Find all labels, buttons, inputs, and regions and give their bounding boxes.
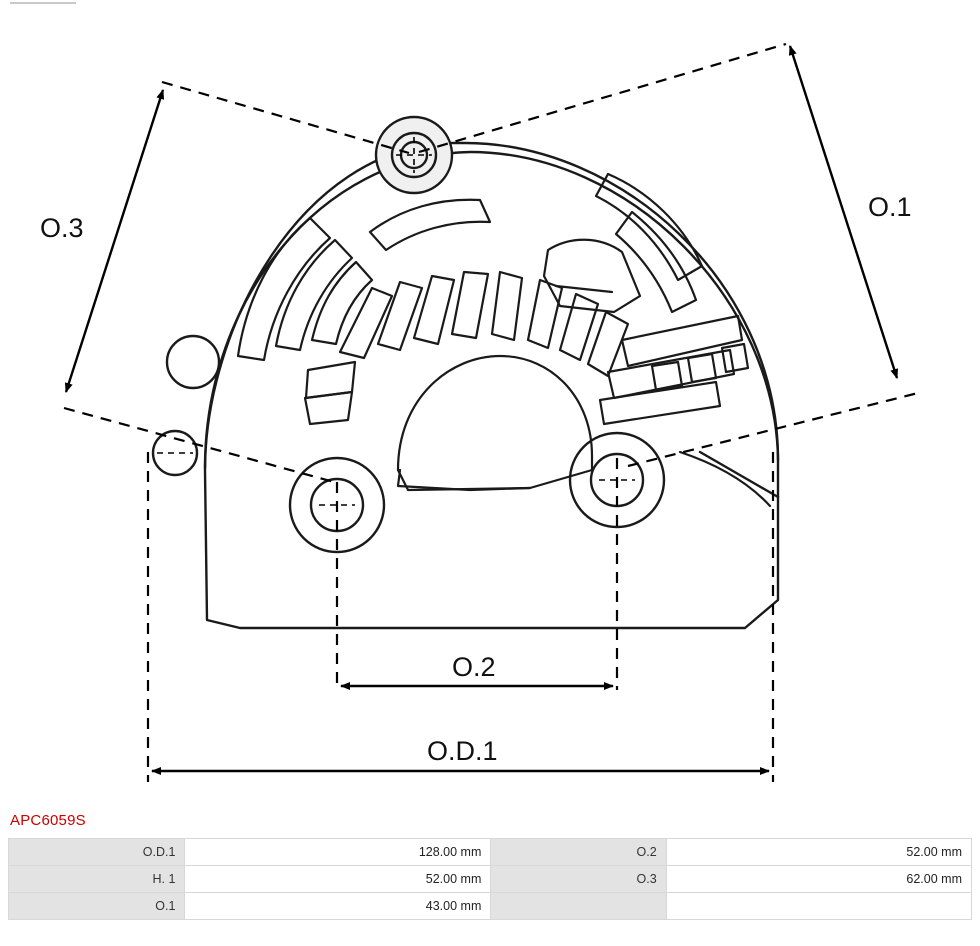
table-row [9,866,972,893]
spec-value-od1: 128.00 mm [185,839,491,866]
spec-label-od1: O.D.1 [9,839,185,866]
center-marks [157,137,635,505]
spec-label-o2: O.2 [491,839,666,866]
spec-label-o1: O.1 [9,893,185,920]
spec-value-o1: 43.00 mm [185,893,491,920]
spec-label-o3: O.3 [491,866,666,893]
table-row [9,839,972,866]
dimension-od1 [148,452,773,782]
dimension-label-o2: O.2 [452,652,496,682]
table-row [9,893,972,920]
spec-label-empty [491,893,666,920]
spec-label-h1: H. 1 [9,866,185,893]
spec-value-o3: 62.00 mm [666,866,971,893]
spec-value-empty [666,893,971,920]
specifications-table [8,838,972,920]
part-internal-details [238,174,770,506]
dimension-label-o3: O.3 [40,213,84,243]
dimension-label-od1: O.D.1 [427,736,498,766]
dimension-o3 [64,82,409,482]
dimension-o1 [419,44,922,466]
spec-value-h1: 52.00 mm [185,866,491,893]
part-code: APC6059S [10,812,86,829]
dimension-label-o1: O.1 [868,192,912,222]
spec-value-o2: 52.00 mm [666,839,971,866]
